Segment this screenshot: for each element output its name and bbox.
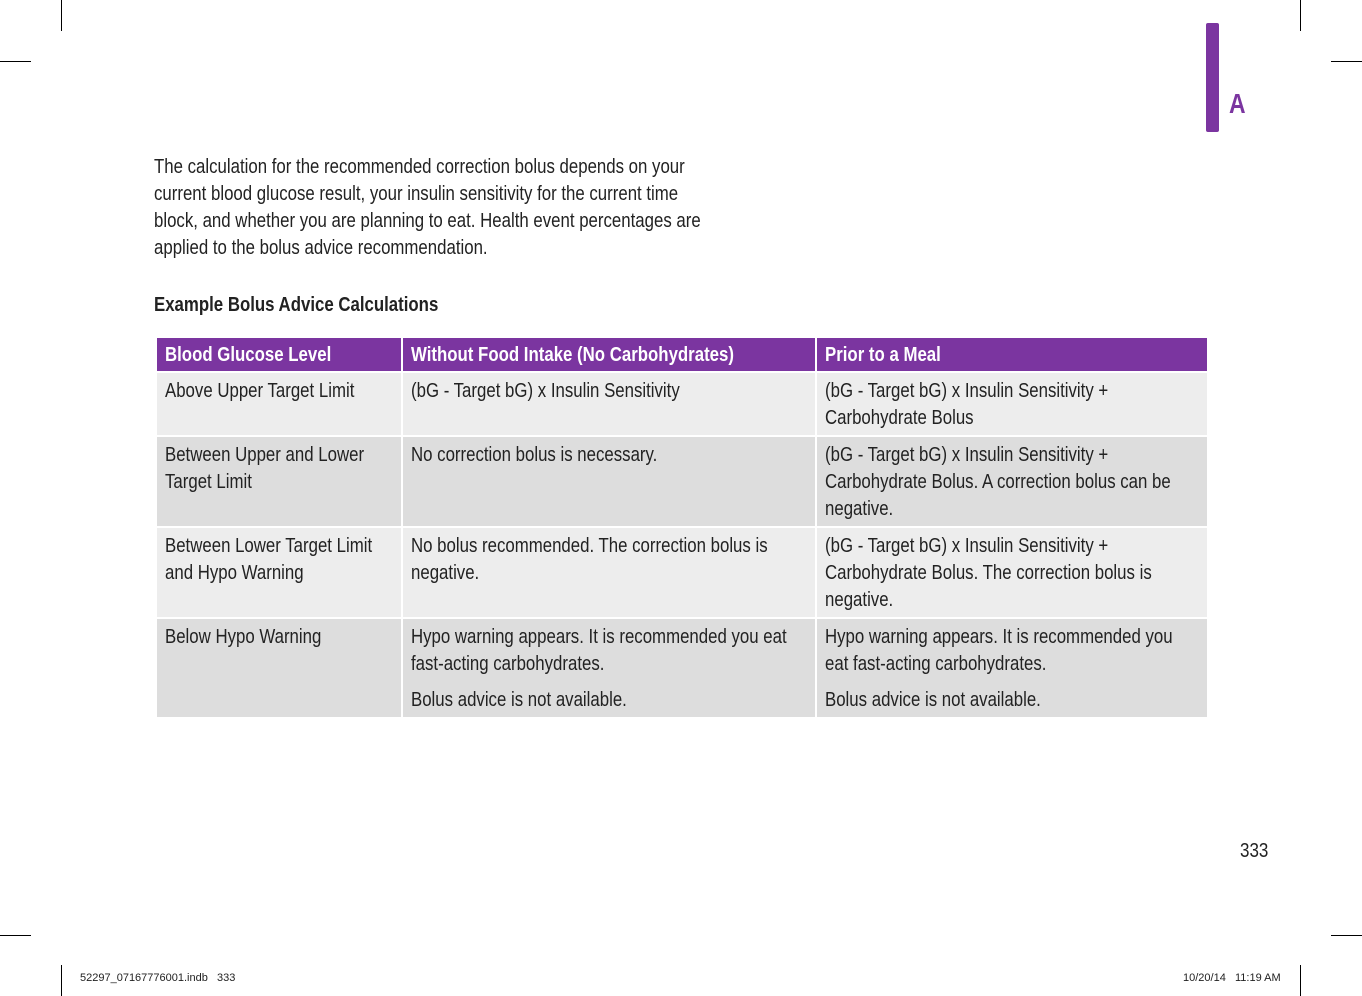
bolus-advice-table <box>155 336 1209 719</box>
header-prior-to-meal <box>816 337 1208 372</box>
cell-line: (bG - Target bG) x Insulin Sensitivity + <box>825 443 1109 466</box>
cell-paragraph <box>825 532 1199 613</box>
page-number: 333 <box>1240 840 1269 862</box>
cell-line: Below Hypo Warning <box>165 625 322 648</box>
footer-file-label: 52297_07167776001.indb 333 <box>80 972 236 984</box>
header-without-food <box>402 337 816 372</box>
intro-line: current blood glucose result, your insulin sensitivity for the current time <box>154 182 679 205</box>
cell-line: and Hypo Warning <box>165 561 304 584</box>
cell-paragraph <box>411 441 807 468</box>
section-tab-letter: A <box>1229 88 1246 119</box>
intro-line: applied to the bolus advice recommendation. <box>154 236 488 259</box>
intro-line: The calculation for the recommended correction bolus depends on your <box>154 155 685 178</box>
header-blood-glucose-level <box>156 337 402 372</box>
table-row <box>156 372 1208 436</box>
cell-level <box>156 618 402 718</box>
cell-line: Carbohydrate Bolus. The correction bolus is <box>825 561 1152 584</box>
crop-mark <box>61 0 62 31</box>
table-row <box>156 436 1208 527</box>
cell-line: fast-acting carbohydrates. <box>411 652 605 675</box>
table-header-row <box>156 337 1208 372</box>
intro-paragraph <box>154 153 728 261</box>
cell-meal <box>816 618 1208 718</box>
crop-mark <box>61 965 62 996</box>
footer-timestamp: 10/20/14 11:19 AM <box>1183 972 1281 984</box>
intro-line: block, and whether you are planning to eat. Health event percentages are <box>154 209 701 232</box>
cell-line: negative. <box>411 561 480 584</box>
cell-line: No correction bolus is necessary. <box>411 443 658 466</box>
crop-mark <box>1300 0 1301 31</box>
cell-paragraph <box>825 623 1199 677</box>
cell-line: Above Upper Target Limit <box>165 379 355 402</box>
table-row <box>156 527 1208 618</box>
cell-no-food <box>402 372 816 436</box>
cell-level <box>156 372 402 436</box>
cell-line: Between Upper and Lower <box>165 443 365 466</box>
cell-line: (bG - Target bG) x Insulin Sensitivity + <box>825 534 1109 557</box>
cell-no-food <box>402 618 816 718</box>
crop-mark <box>1300 965 1301 996</box>
crop-mark <box>0 61 31 62</box>
header-label: Prior to a Meal <box>825 343 941 366</box>
cell-meal <box>816 436 1208 527</box>
cell-line: Between Lower Target Limit <box>165 534 373 557</box>
cell-no-food <box>402 527 816 618</box>
cell-line: Carbohydrate Bolus <box>825 406 974 429</box>
cell-paragraph <box>825 441 1199 522</box>
cell-paragraph <box>411 686 807 713</box>
cell-line: No bolus recommended. The correction bolus is <box>411 534 768 557</box>
cell-level <box>156 436 402 527</box>
cell-line: negative. <box>825 497 894 520</box>
cell-line: Target Limit <box>165 470 252 493</box>
table-title: Example Bolus Advice Calculations <box>154 293 439 316</box>
cell-level <box>156 527 402 618</box>
cell-paragraph <box>411 532 807 586</box>
cell-meal <box>816 527 1208 618</box>
cell-line: Bolus advice is not available. <box>411 688 627 711</box>
cell-line: Carbohydrate Bolus. A correction bolus can be <box>825 470 1171 493</box>
cell-meal <box>816 372 1208 436</box>
table-row <box>156 618 1208 718</box>
cell-line: Hypo warning appears. It is recommended you <box>825 625 1173 648</box>
crop-mark <box>0 935 31 936</box>
cell-paragraph <box>411 377 807 404</box>
cell-line: negative. <box>825 588 894 611</box>
cell-paragraph <box>411 623 807 677</box>
cell-line: (bG - Target bG) x Insulin Sensitivity + <box>825 379 1109 402</box>
cell-line: eat fast-acting carbohydrates. <box>825 652 1047 675</box>
header-label: Without Food Intake (No Carbohydrates) <box>411 343 734 366</box>
section-tab-bar <box>1206 23 1219 132</box>
cell-line: (bG - Target bG) x Insulin Sensitivity <box>411 379 680 402</box>
cell-line: Bolus advice is not available. <box>825 688 1041 711</box>
crop-mark <box>1331 935 1362 936</box>
crop-mark <box>1331 61 1362 62</box>
cell-paragraph <box>825 377 1199 431</box>
cell-no-food <box>402 436 816 527</box>
cell-paragraph <box>825 686 1199 713</box>
cell-line: Hypo warning appears. It is recommended you eat <box>411 625 787 648</box>
header-label: Blood Glucose Level <box>165 343 332 366</box>
